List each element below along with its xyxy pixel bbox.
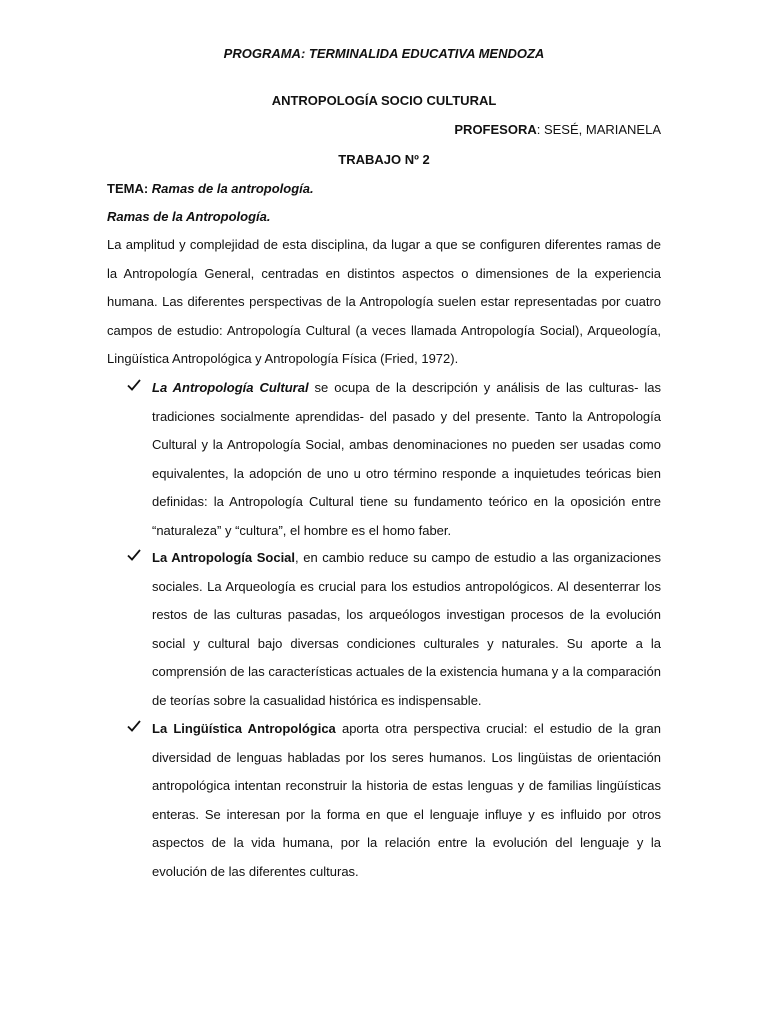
subject-title: ANTROPOLOGÍA SOCIO CULTURAL bbox=[271, 93, 497, 108]
bullet-term: La Antropología Cultural bbox=[152, 380, 309, 395]
bullet-body: se ocupa de la descripción y análisis de las culturas- las tradiciones socialmente aprendidas- del pasado y del presente. Tanto la Antropología Cultural y la Antropología Social, ambas denominaciones no pueden ser usadas como equivalentes, la adopción de uno u otro término responde a inquietudes teóricas bien definidas: la Antropología Cultural tiene su fundamento teórico en la oposición entre “naturaleza” y “cultura”, el hombre es el homo faber. bbox=[152, 380, 661, 538]
intro-paragraph: La amplitud y complejidad de esta disciplina, da lugar a que se configuren diferentes ramas de la Antropología General, centradas en distintos aspectos o dimensiones de la experiencia humana. Las diferentes perspectivas de la Antropología suelen estar representadas por cuatro campos de estudio: Antropología Cultural (a veces llamada Antropología Social), Arqueología, Lingüística Antropológica y Antropología Física (Fried, 1972). bbox=[107, 237, 661, 367]
topic-value: Ramas de la antropología. bbox=[151, 181, 314, 196]
professor-label: PROFESORA bbox=[454, 122, 537, 137]
bullet-cultural bbox=[152, 374, 661, 545]
professor-line bbox=[454, 122, 661, 137]
bullet-body: , en cambio reduce su campo de estudio a las organizaciones sociales. La Arqueología es crucial para los estudios antropológicos. Al desenterrar los restos de las culturas pasadas, los arqueólogos investigan procesos de la evolución social y cultural bajo diversas condiciones culturales y naturales. Su aporte a la comprensión de las características actuales de la existencia humana y a la comparación de teorías sobre la casualidad histórica es indispensable. bbox=[152, 550, 661, 708]
bullet-body: aporta otra perspectiva crucial: el estudio de la gran diversidad de lenguas habladas por los seres humanos. Los lingüistas de orientación antropológica intentan reconstruir la historia de estas lenguas y de familias lingüísticas enteras. Se interesan por la forma en que el lenguaje influye y es influido por otros aspectos de la vida humana, por la relación entre la evolución del lenguaje y la evolución de las diferentes culturas. bbox=[152, 721, 661, 879]
checkmark-icon bbox=[127, 378, 147, 395]
checkmark-icon bbox=[127, 719, 147, 736]
section-title: Ramas de la Antropología. bbox=[107, 209, 271, 224]
professor-name: : SESÉ, MARIANELA bbox=[536, 122, 661, 137]
bullet-term: La Lingüística Antropológica bbox=[152, 721, 336, 736]
topic-line bbox=[107, 181, 314, 196]
bullet-term: La Antropología Social bbox=[152, 550, 296, 565]
topic-label: TEMA: bbox=[107, 181, 149, 196]
bullet-linguistica bbox=[152, 715, 661, 886]
checkmark-icon bbox=[127, 548, 147, 565]
bullet-social bbox=[152, 544, 661, 715]
assignment-title: TRABAJO Nº 2 bbox=[338, 152, 430, 167]
program-title: PROGRAMA: TERMINALIDA EDUCATIVA MENDOZA bbox=[223, 46, 545, 61]
